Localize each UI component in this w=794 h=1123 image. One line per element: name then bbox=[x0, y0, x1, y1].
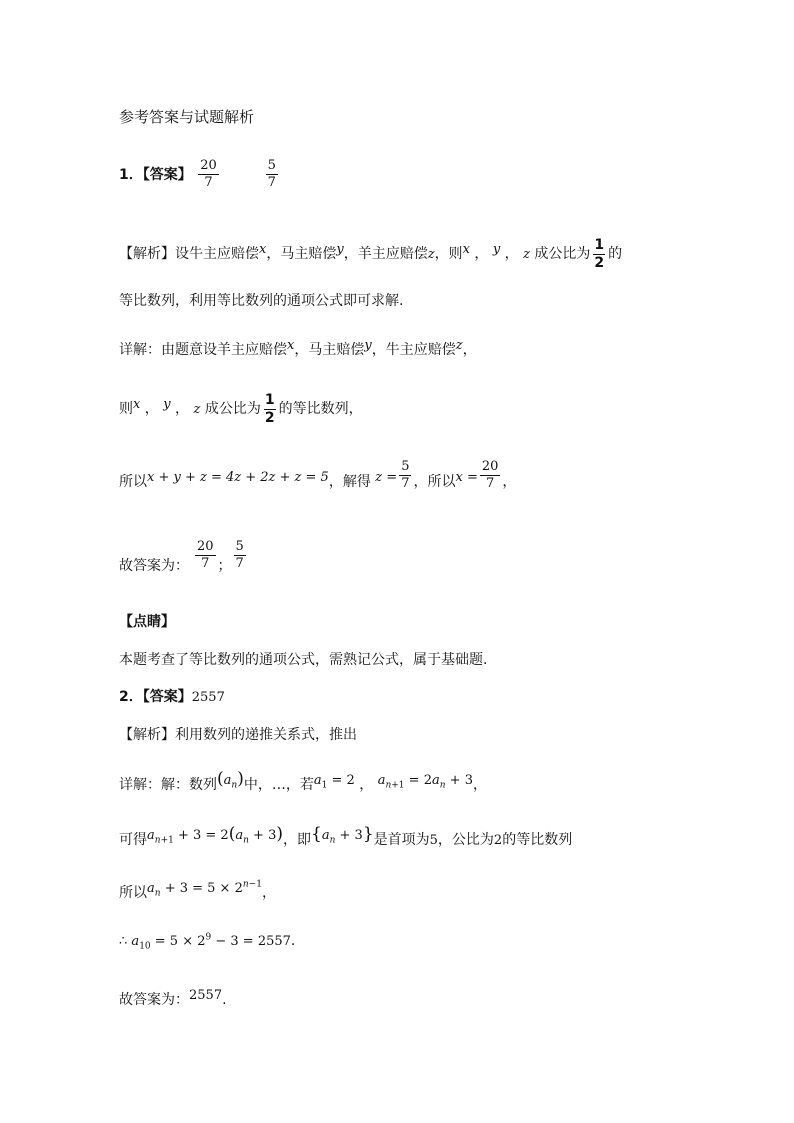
comment-tag: 【点睛】 bbox=[119, 614, 175, 630]
q2-analysis: 【解析】利用数列的递推关系式，推出 bbox=[119, 727, 357, 743]
q1-answer-label: 1．【答案】 bbox=[119, 166, 192, 183]
q1-answer-fraction-2: $\frac{5}{7}$ bbox=[267, 158, 276, 191]
q2-detail-line: 详解：解：数列$(a_n)$中，…，若$a_1 = 2$ ， $a_{n+1} = 2a_n + 3$， bbox=[119, 769, 487, 793]
q1-comment: 本题考查了等比数列的通项公式，需熟记公式，属于基础题. bbox=[119, 652, 488, 668]
q1-so-line: 所以x + y + z = 4z + 2z + z = 5，解得 z = $\frac{5}{7}$ ，所以x = $\frac{20}{7}$ ， bbox=[119, 459, 517, 492]
q1-final-line: 故答案为： $\frac{20}{7}$ ； $\frac{5}{7}$ bbox=[119, 539, 244, 574]
ratio-fraction: $\frac{1}{2}$ bbox=[594, 237, 605, 271]
q1-analysis-line-2: 等比数列，利用等比数列的通项公式即可求解. bbox=[119, 293, 404, 309]
q2-therefore-line: ∴ $a_{10} = 5 \times 2^9 - 3 = 2557$. bbox=[119, 932, 296, 952]
q1-detail-line: 详解：由题意设羊主应赔偿x，马主赔偿y，牛主应赔偿z， bbox=[119, 338, 477, 358]
q2-answer-line: 2．【答案】2557 bbox=[119, 689, 225, 705]
q1-then-line: 则x ， y ， z 成公比为 $\frac{1}{2}$ 的等比数列， bbox=[119, 392, 363, 426]
analysis-tag: 【解析】 bbox=[119, 246, 175, 263]
q2-final-line: 故答案为：2557. bbox=[119, 988, 227, 1008]
page-title: 参考答案与试题解析 bbox=[119, 108, 255, 126]
q2-so-line: 所以$a_n + 3 = 5 \times 2^{n-1}$， bbox=[119, 879, 276, 901]
q1-analysis-line-1: 【解析】设牛主应赔偿x，马主赔偿y，羊主应赔偿z，则x ， y ， z 成公比为 $\frac{1}{2}$ 的 bbox=[119, 237, 623, 271]
ratio-fraction-2: $\frac{1}{2}$ bbox=[264, 392, 275, 426]
q1-answer-fraction-1: $\frac{20}{7}$ bbox=[200, 158, 217, 191]
q1-answer-line bbox=[119, 159, 280, 191]
q2-answer-value: 2557 bbox=[191, 690, 225, 705]
sum-equation: x + y + z = 4z + 2z + z = 5 bbox=[147, 469, 329, 485]
q2-get-line: 可得$a_{n+1} + 3 = 2(a_n + 3)$，即$\{a_n + 3\}$是首项为5，公比为2的等比数列 bbox=[119, 824, 573, 848]
